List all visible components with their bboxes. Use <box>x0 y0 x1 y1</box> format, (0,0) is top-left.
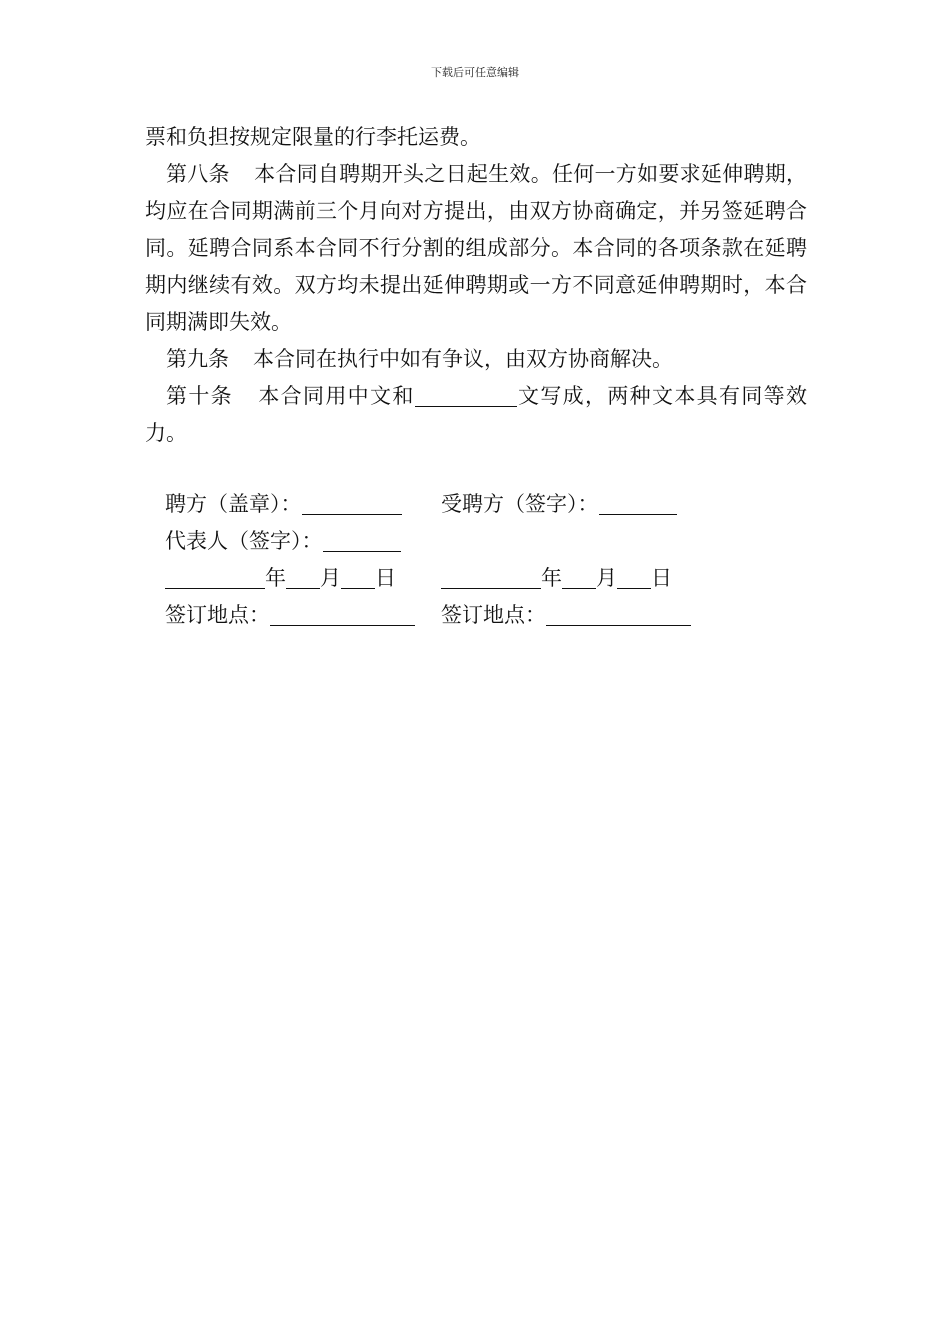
article-9-text: 本合同在执行中如有争议，由双方协商解决。 <box>253 347 673 371</box>
employer-place <box>165 597 441 634</box>
signature-row-representative <box>165 523 691 560</box>
article-9-heading: 第九条 <box>166 347 229 371</box>
page-header: 下载后可任意编辑 <box>431 66 519 79</box>
employer-seal-blank[interactable] <box>302 488 402 515</box>
article-8-text: 本合同自聘期开头之日起生效。任何一方如要求延伸聘期，均应在合同期满前三个月向对方提出，由双方协商确定，并另签延聘合同。延聘合同系本合同不行分割的组成部分。本合同的各项条款在延聘期内继续有效。双方均未提出延伸聘期或一方不同意延伸聘期时，本合同期满即失效。 <box>145 162 807 334</box>
article-10 <box>145 378 807 452</box>
employee-day-blank[interactable] <box>617 562 651 589</box>
employee-month-blank[interactable] <box>562 562 596 589</box>
article-10-text-a: 本合同用中文和 <box>257 384 415 408</box>
signature-row-dates <box>165 560 691 597</box>
employee-year-label: 年 <box>541 566 562 590</box>
employer-place-label: 签订地点： <box>165 603 270 627</box>
representative-signature-blank[interactable] <box>323 525 401 552</box>
employee-signature-blank[interactable] <box>599 488 677 515</box>
employer-day-label: 日 <box>375 566 396 590</box>
signature-row-place <box>165 597 691 634</box>
contract-body <box>145 119 807 452</box>
employer-year-blank[interactable] <box>165 562 265 589</box>
employee-signature <box>441 486 677 523</box>
employee-place <box>441 597 691 634</box>
article-8 <box>145 156 807 341</box>
employee-place-label: 签订地点： <box>441 603 546 627</box>
employee-label: 受聘方（签字）： <box>441 492 599 516</box>
employer-signature <box>165 486 441 523</box>
employer-date <box>165 560 441 597</box>
employee-month-label: 月 <box>596 566 617 590</box>
employee-place-blank[interactable] <box>546 599 691 626</box>
signature-row-parties <box>165 486 691 523</box>
article-10-heading: 第十条 <box>166 384 233 408</box>
employee-day-label: 日 <box>651 566 672 590</box>
employer-month-blank[interactable] <box>286 562 320 589</box>
article-8-heading: 第八条 <box>166 162 230 186</box>
employer-year-label: 年 <box>265 566 286 590</box>
employee-year-blank[interactable] <box>441 562 541 589</box>
representative-label: 代表人（签字）： <box>165 529 323 553</box>
employer-month-label: 月 <box>320 566 341 590</box>
language-blank[interactable] <box>415 380 517 407</box>
employer-place-blank[interactable] <box>270 599 415 626</box>
representative-signature <box>165 523 401 560</box>
article-9 <box>145 341 807 378</box>
employee-date <box>441 560 672 597</box>
article-10-text-b: 文写成，两种文本具有同等效力。 <box>145 384 808 445</box>
signature-block <box>165 486 691 634</box>
paragraph-continuation: 票和负担按规定限量的行李托运费。 <box>145 125 481 149</box>
employer-day-blank[interactable] <box>341 562 375 589</box>
employer-label: 聘方（盖章）： <box>165 492 302 516</box>
